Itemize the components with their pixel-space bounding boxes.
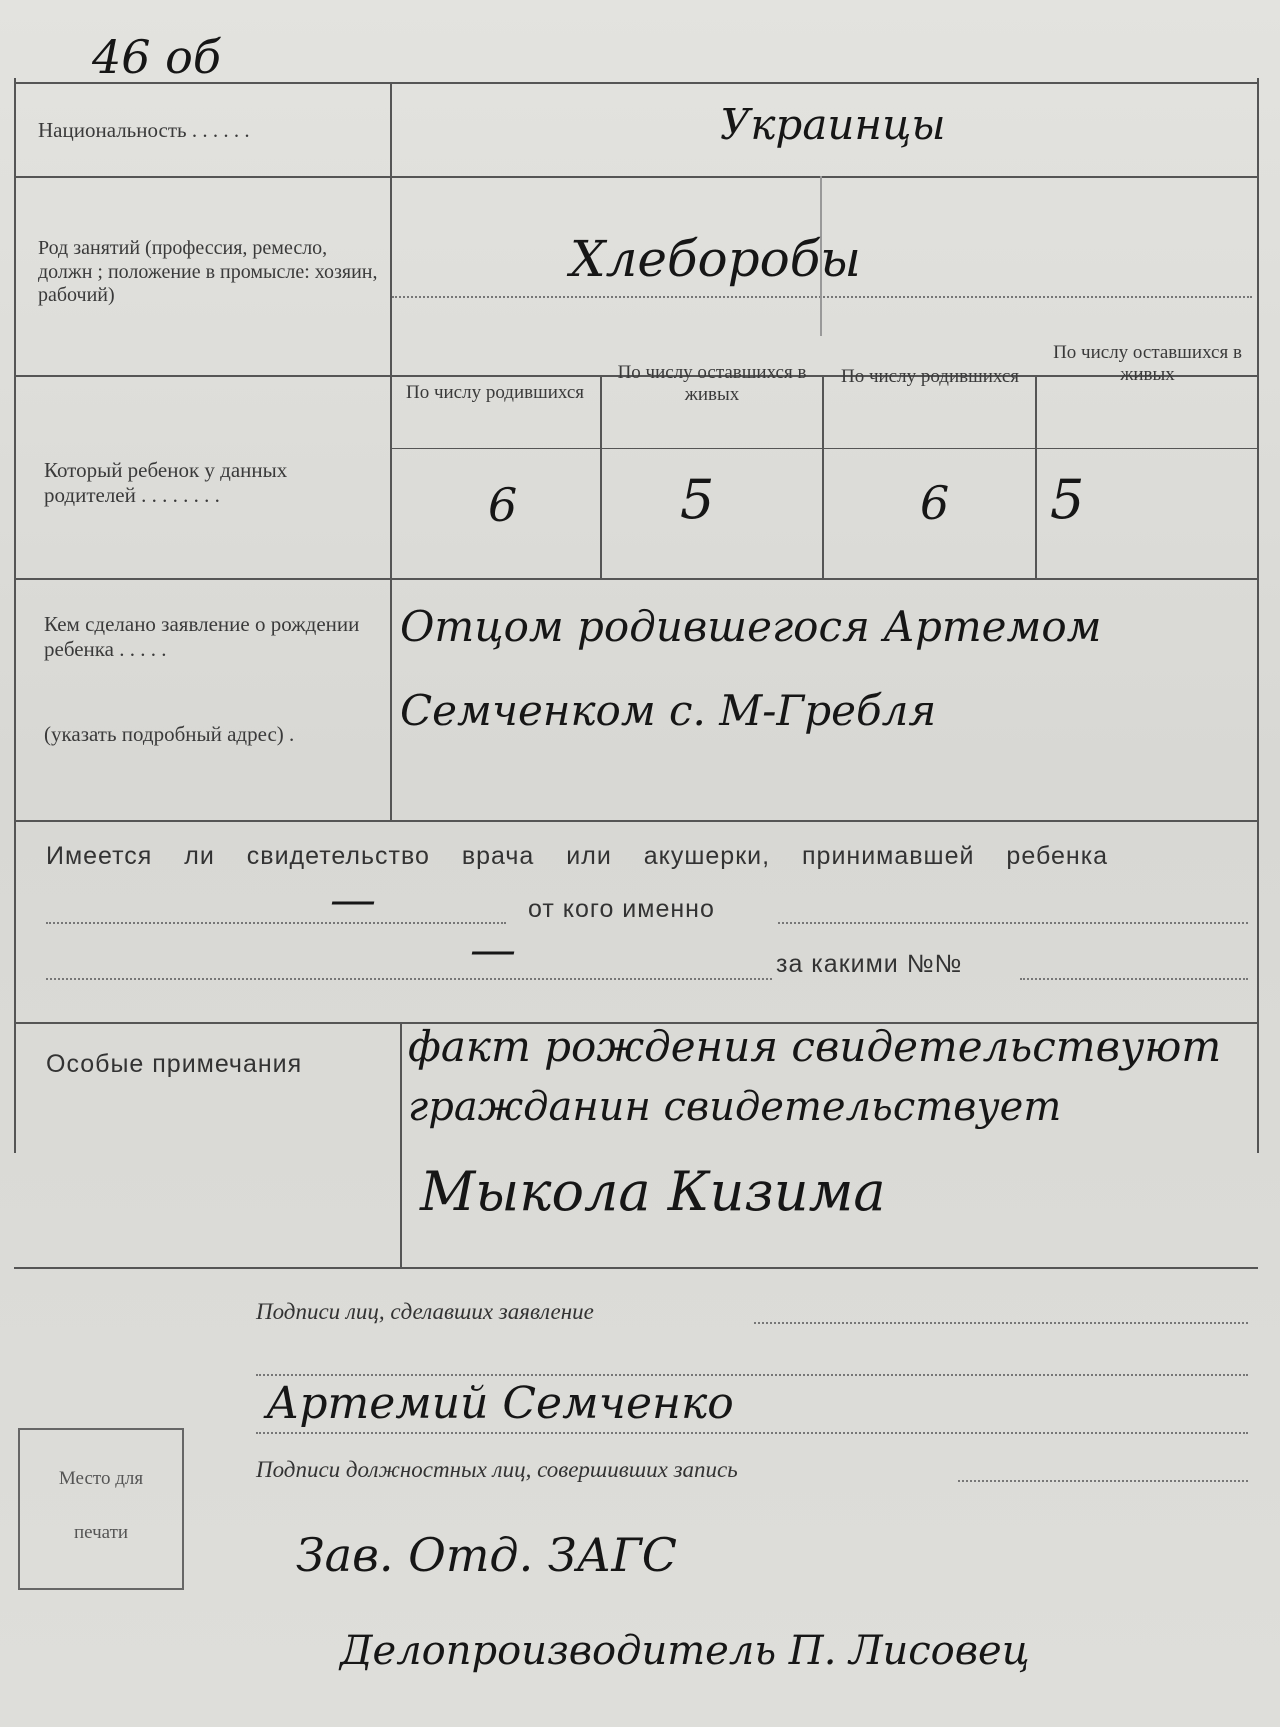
label-column-divider [390,82,392,820]
official-signatures-label: Подписи должностных лиц, совершивших запись [256,1457,738,1482]
seal-place-label-2: печати [73,1522,129,1543]
row-rule-top [14,82,1258,84]
seal-place-box [18,1428,184,1590]
born-count-mother: 6 [920,476,950,530]
occupation-value: Хлеборобы [570,230,861,288]
born-count-father: 6 [488,478,518,532]
row-rule-statement [14,820,1258,822]
official-signature: Зав. Отд. ЗАГС [296,1528,677,1582]
applicant-dotted-2 [256,1374,1248,1376]
child-order-label: Который ребенок у данных родителей . . . . . . . . [44,458,288,507]
certificate-dotted-2 [778,922,1248,924]
nationality-value: Украинцы [720,100,946,149]
certificate-answer-2: — [470,922,516,976]
applicant-signature: Артемий Семченко [266,1378,734,1429]
from-whom-label: от кого именно [528,895,715,923]
row-rule-child-order [14,578,1258,580]
row-rule-remarks [14,1267,1258,1269]
statement-line-2: Семченком с. М-Гребля [400,686,937,735]
remarks-line-1: факт рождения свидетельствуют [408,1022,1222,1071]
applicant-dotted-1 [754,1322,1248,1324]
certificate-answer-1: — [330,872,376,926]
remarks-label: Особые примечания [46,1050,303,1078]
row-rule-nationality [14,176,1258,178]
alive-count-mother: 5 [1050,468,1085,531]
statement-line-1: Отцом родившегося Артемом [400,602,1102,651]
page-number: 46 об [92,30,221,84]
alive-count-father: 5 [680,468,715,531]
statement-label: Кем сделано заявление о рождении ребенка . . . . . [44,612,360,661]
official-signature-2: Делопроизводитель П. Лисовец [340,1628,1030,1674]
certificate-question: Имеется ли свидетельство врача или акушерки, принимавшей ребенка [46,842,1109,870]
certificate-dotted-3 [46,978,772,980]
occupation-label: Род занятий (профессия, ремесло, должн ; положение в промысле: хозяин, рабочий) [38,237,378,307]
nationality-label: Национальность . . . . . . [38,118,250,142]
remarks-line-2: гражданин свидетельствует [408,1084,1062,1130]
col-header-born-father: По числу родившихся [405,382,585,403]
col-header-alive-mother: По числу оставшихся в живых [1053,342,1242,386]
seal-place-label-1: Место для [58,1468,144,1489]
numbers-label: за какими №№ [776,950,963,978]
applicant-dotted-3 [256,1432,1248,1434]
col-header-alive-father: По числу оставшихся в живых [617,362,807,406]
child-col-divider-2 [822,375,824,578]
child-col-divider-1 [600,375,602,578]
child-subheader-rule [392,448,1258,449]
certificate-dotted-1 [46,922,506,924]
remarks-line-3: Мыкола Кизима [420,1160,886,1223]
col-header-born-mother: По числу родившихся [840,366,1020,387]
right-border [1257,78,1259,1153]
official-dotted-1 [958,1480,1248,1482]
left-border [14,78,16,1153]
occupation-dotted-rule [392,296,1252,298]
applicant-signatures-label: Подписи лиц, сделавших заявление [256,1299,594,1324]
certificate-dotted-4 [1020,978,1248,980]
remarks-column-divider [400,1022,402,1267]
address-label: (указать подробный адрес) . [44,722,295,746]
child-col-divider-3 [1035,375,1037,578]
